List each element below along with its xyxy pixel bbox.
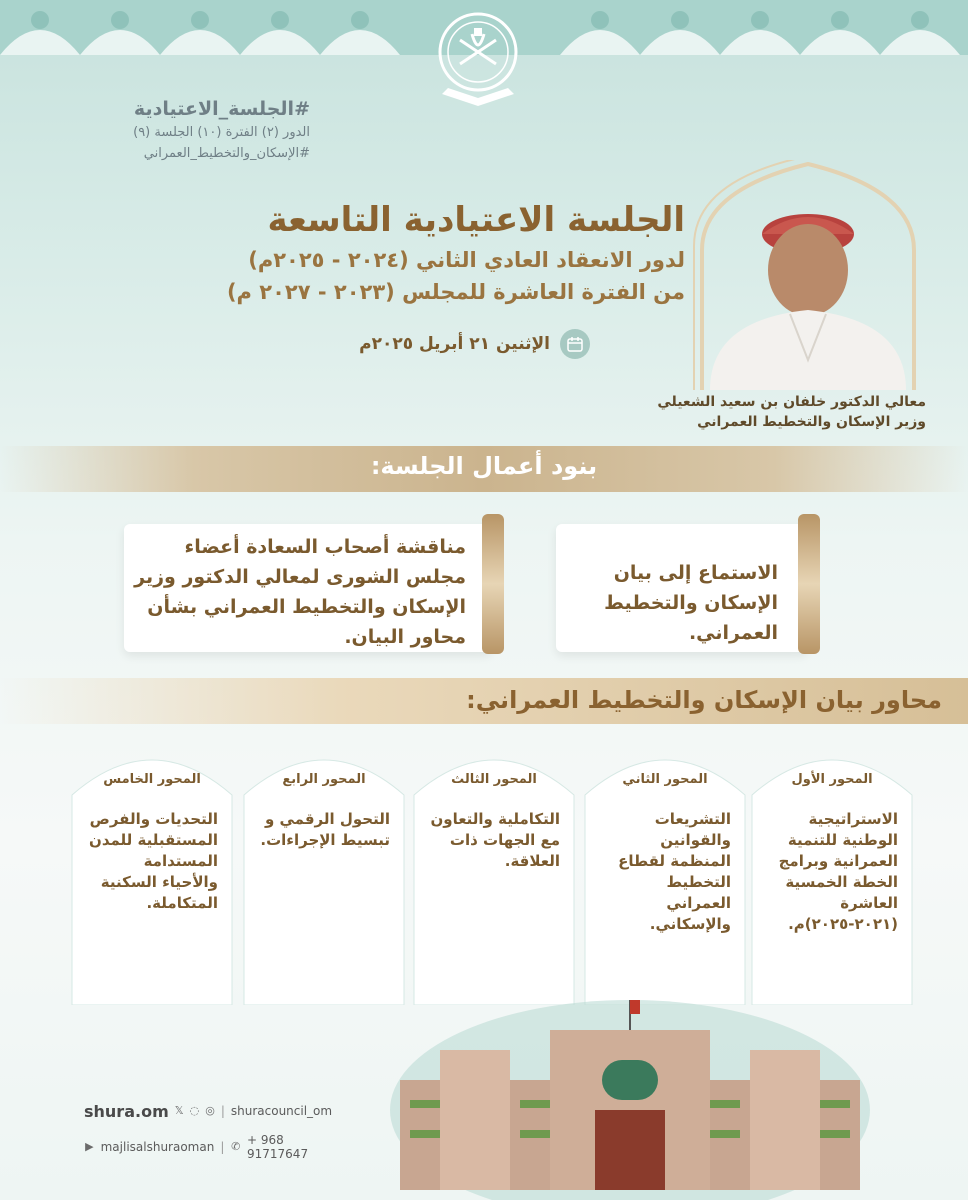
snapchat-icon[interactable]: ◌ xyxy=(189,1104,200,1117)
footer-contacts xyxy=(84,1100,333,1172)
axis-3 xyxy=(414,760,574,990)
session-title: الجلسة الاعتيادية التاسعة xyxy=(267,200,685,240)
axis-3-heading: المحور الثالث xyxy=(451,772,537,787)
session-subtitle-1: لدور الانعقاد العادي الثاني (٢٠٢٤ - ٢٠٢٥م) xyxy=(248,248,685,272)
hashtag-session: #الجلسة_الاعتيادية xyxy=(133,98,310,120)
session-title-block xyxy=(170,196,685,308)
agenda-title-bar xyxy=(0,446,968,492)
speaker-caption xyxy=(560,392,926,432)
divider: | xyxy=(220,1140,225,1154)
axes-title: محاور بيان الإسكان والتخطيط العمراني: xyxy=(466,686,942,714)
youtube-icon[interactable]: ▶ xyxy=(85,1140,94,1153)
speaker-portrait xyxy=(690,160,926,390)
whatsapp-icon[interactable]: ✆ xyxy=(231,1140,241,1153)
footer-row-2 xyxy=(84,1133,324,1161)
youtube-handle[interactable]: majlisalshuraoman xyxy=(100,1140,215,1154)
axis-4-text: التحول الرقمي و تبسيط الإجراءات. xyxy=(260,810,390,849)
axis-1-text: الاستراتيجية الوطنية للتنمية العمرانية وبرامج الخطة الخمسية العاشرة (٢٠٢١-٢٠٢٥)م. xyxy=(778,810,898,933)
majlis-emblem-logo xyxy=(428,4,528,108)
hashtags-block xyxy=(70,96,310,164)
axis-5-heading: المحور الخامس xyxy=(103,772,201,787)
website-link[interactable]: shura.om xyxy=(84,1101,169,1121)
agenda-item-1 xyxy=(556,524,808,652)
axis-5-text: التحديات والفرص المستقبلية للمدن المستدامة والأحياء السكنية المتكاملة. xyxy=(89,810,218,912)
axis-4 xyxy=(244,760,404,990)
council-building-image xyxy=(380,990,880,1200)
speaker-name: معالي الدكتور خلفان بن سعيد الشعيلي xyxy=(657,394,926,410)
axis-2-text: التشريعات والقوانين المنظمة لقطاع التخطيط العمراني والإسكاني. xyxy=(618,810,731,933)
x-icon[interactable]: 𝕏 xyxy=(174,1104,184,1117)
phone-number[interactable]: + 968 91717647 xyxy=(247,1133,309,1161)
instagram-icon[interactable]: ◎ xyxy=(205,1104,215,1117)
footer-row-1 xyxy=(84,1100,333,1122)
agenda-item-2 xyxy=(124,524,492,652)
axis-1-heading: المحور الأول xyxy=(791,772,873,787)
hashtag-topic: #الإسكان_والتخطيط_العمراني xyxy=(143,146,310,161)
session-subtitle-2: من الفترة العاشرة للمجلس (٢٠٢٣ - ٢٠٢٧ م) xyxy=(226,280,685,304)
session-date-row xyxy=(300,326,590,362)
agenda-item-1-text: الاستماع إلى بيان الإسكان والتخطيط العمراني. xyxy=(604,562,778,644)
axis-3-text: التكاملية والتعاون مع الجهات ذات العلاقة. xyxy=(430,810,560,870)
axes-title-bar xyxy=(0,678,968,724)
agenda-title: بنود أعمال الجلسة: xyxy=(370,452,598,480)
session-numbering: الدور (٢) الفترة (١٠) الجلسة (٩) xyxy=(133,125,310,140)
divider: | xyxy=(220,1104,225,1118)
axis-5 xyxy=(72,760,232,990)
axis-4-heading: المحور الرابع xyxy=(282,772,366,787)
social-handle[interactable]: shuracouncil_om xyxy=(230,1104,333,1118)
speaker-role: وزير الإسكان والتخطيط العمراني xyxy=(697,414,926,430)
agenda-item-2-text: مناقشة أصحاب السعادة أعضاء مجلس الشورى لمعالي الدكتور وزير الإسكان والتخطيط العمراني بشأن محاور البيان. xyxy=(134,536,466,648)
axis-2-heading: المحور الثاني xyxy=(622,772,708,787)
card-tab-decoration xyxy=(482,514,504,654)
session-date: الإثنين ٢١ أبريل ٢٠٢٥م xyxy=(359,334,550,354)
calendar-icon xyxy=(560,329,590,359)
axis-2 xyxy=(585,760,745,990)
axis-1 xyxy=(752,760,912,990)
card-tab-decoration xyxy=(798,514,820,654)
